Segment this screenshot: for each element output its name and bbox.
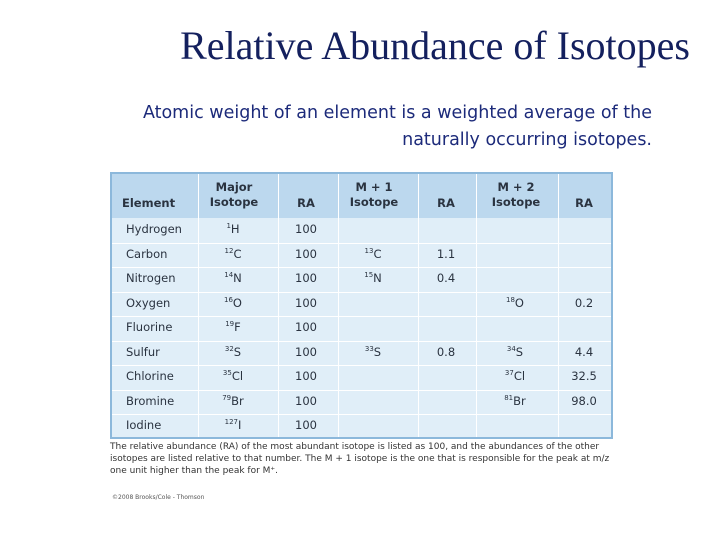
major-isotope-cell: $^{32}$S xyxy=(224,344,242,359)
ra-major-cell: 100 xyxy=(295,271,317,285)
ra-m2-cell: 98.0 xyxy=(571,393,597,408)
ra-major-cell: 100 xyxy=(295,320,317,334)
header-element: Element xyxy=(122,196,176,210)
element-name-cell: Chlorine xyxy=(126,369,174,383)
row-divider xyxy=(112,267,611,268)
header-m1-top: M + 1 xyxy=(355,180,393,194)
header-m2-bottom: Isotope xyxy=(491,195,541,209)
major-isotope-cell: $^{79}$Br xyxy=(222,393,244,408)
mass-number: 81 xyxy=(504,393,514,402)
major-isotope-cell: $^1$H xyxy=(226,222,240,236)
ra-major-cell: 100 xyxy=(295,369,317,383)
element-name-cell: Hydrogen xyxy=(126,222,182,236)
header-m2-isotope xyxy=(486,180,546,210)
ra-major-cell: 100 xyxy=(295,393,317,408)
ra-major-cell: 100 xyxy=(295,418,317,432)
mass-number: 1 xyxy=(226,222,231,231)
ra-m1-cell: 0.4 xyxy=(436,271,456,285)
column-divider xyxy=(476,174,477,437)
header-ra-3: RA xyxy=(575,196,593,210)
header-m1-isotope xyxy=(344,180,404,210)
m1-isotope-cell: $^{13}$C xyxy=(364,246,382,261)
m1-isotope-cell: $^{33}$S xyxy=(364,344,382,359)
subtitle-line-2: naturally occurring isotopes. xyxy=(402,130,652,150)
ra-major-cell: 100 xyxy=(295,222,317,236)
mass-number: 34 xyxy=(506,344,516,353)
table-caption: The relative abundance (RA) of the most abundant isotope is listed as 100, and the abundances of the other isotopes are listed relative to that number. The M + 1 isotope is the one that is responsible for the peak at m/z one unit higher than the peak for M⁺. xyxy=(110,442,610,476)
mass-number: 12 xyxy=(224,246,234,255)
slide-subtitle xyxy=(52,100,652,154)
mass-number: 16 xyxy=(224,295,233,304)
element-name-cell: Carbon xyxy=(126,246,168,261)
major-isotope-cell: $^{12}$C xyxy=(224,246,242,261)
row-divider xyxy=(112,414,611,415)
header-m2-top: M + 2 xyxy=(497,180,535,194)
mass-number: 14 xyxy=(224,271,234,280)
element-name-cell: Sulfur xyxy=(126,344,160,359)
row-divider xyxy=(112,316,611,317)
element-name-cell: Oxygen xyxy=(126,295,171,310)
major-isotope-cell: $^{14}$N xyxy=(224,271,242,285)
mass-number: 18 xyxy=(506,295,515,304)
row-divider xyxy=(112,243,611,244)
header-ra-1: RA xyxy=(297,196,315,210)
row-divider xyxy=(112,390,611,391)
m2-isotope-cell: $^{81}$Br xyxy=(504,393,526,408)
header-major-bottom: Isotope xyxy=(209,195,259,209)
major-isotope-cell: $^{35}$Cl xyxy=(222,369,244,383)
ra-m1-cell: 0.8 xyxy=(436,344,456,359)
mass-number: 35 xyxy=(222,369,232,378)
row-divider xyxy=(112,292,611,293)
mass-number: 37 xyxy=(504,369,514,378)
slide-title: Relative Abundance of Isotopes xyxy=(180,23,690,68)
m2-isotope-cell: $^{18}$O xyxy=(506,295,524,310)
header-major-isotope xyxy=(204,180,264,210)
column-divider xyxy=(418,174,419,437)
column-divider xyxy=(198,174,199,437)
column-divider xyxy=(558,174,559,437)
column-divider xyxy=(278,174,279,437)
ra-major-cell: 100 xyxy=(295,246,317,261)
mass-number: 19 xyxy=(225,320,235,329)
header-m1-bottom: Isotope xyxy=(349,195,399,209)
major-isotope-cell: $^{19}$F xyxy=(225,320,241,334)
header-ra-2: RA xyxy=(437,196,455,210)
element-name-cell: Iodine xyxy=(126,418,162,432)
element-name-cell: Fluorine xyxy=(126,320,173,334)
copyright-notice: ©2008 Brooks/Cole - Thomson xyxy=(112,494,205,501)
ra-major-cell: 100 xyxy=(295,295,317,310)
row-divider xyxy=(112,365,611,366)
m2-isotope-cell: $^{37}$Cl xyxy=(504,369,526,383)
ra-m2-cell: 0.2 xyxy=(574,295,594,310)
ra-m1-cell: 1.1 xyxy=(436,246,456,261)
major-isotope-cell: $^{127}$I xyxy=(224,418,242,432)
mass-number: 127 xyxy=(224,418,238,427)
mass-number: 33 xyxy=(364,344,374,353)
subtitle-line-1: Atomic weight of an element is a weighted average of the xyxy=(142,103,652,123)
m1-isotope-cell: $^{15}$N xyxy=(364,271,382,285)
element-name-cell: Bromine xyxy=(126,393,175,408)
mass-number: 13 xyxy=(364,246,374,255)
mass-number: 79 xyxy=(222,393,232,402)
header-major-top: Major xyxy=(215,180,253,194)
isotope-table xyxy=(110,172,613,439)
mass-number: 15 xyxy=(364,271,374,280)
column-divider xyxy=(338,174,339,437)
ra-m2-cell: 4.4 xyxy=(574,344,594,359)
major-isotope-cell: $^{16}$O xyxy=(224,295,242,310)
ra-major-cell: 100 xyxy=(295,344,317,359)
ra-m2-cell: 32.5 xyxy=(571,369,597,383)
row-divider xyxy=(112,341,611,342)
mass-number: 32 xyxy=(224,344,234,353)
m2-isotope-cell: $^{34}$S xyxy=(506,344,524,359)
element-name-cell: Nitrogen xyxy=(126,271,176,285)
